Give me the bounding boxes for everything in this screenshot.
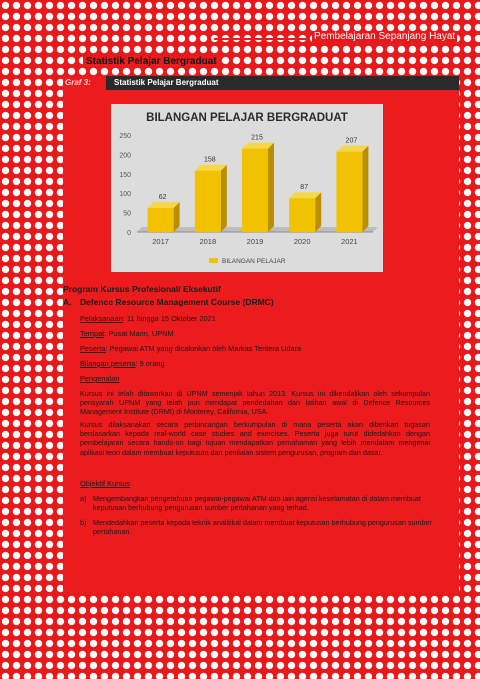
data-label: 215 <box>251 134 263 142</box>
y-tick-label: 100 <box>119 191 131 199</box>
objective-text: Mengembangkan pengetahuan pegawai-pegawai ATM dan lain agensi keselamatan di dalam membuat keputusan berhubung pengurusan sumber pertahanan yang terhad. <box>93 494 421 513</box>
objective-item <box>80 518 432 536</box>
program-heading: Program Kursus Profesional/ Eksekutif <box>63 284 221 294</box>
bar <box>242 149 268 232</box>
field-bilangan-peserta <box>80 359 165 368</box>
course-title: Defence Resource Management Course (DRMC) <box>80 297 274 307</box>
x-tick-label: 2021 <box>341 237 358 246</box>
chart-container <box>111 104 383 272</box>
y-tick-label: 0 <box>127 230 131 237</box>
y-tick-label: 50 <box>123 210 131 218</box>
objective-text: Mendedahkan peserta kepada teknik analitikal dalam membuat keputusan berhubung pengurusan sumber pertahanan. <box>93 518 432 537</box>
bar <box>336 152 362 232</box>
field-label: Tempat <box>80 329 105 338</box>
section-title: Statistik Pelajar Bergraduat <box>83 56 220 67</box>
y-tick-label: 250 <box>119 133 131 140</box>
bar <box>289 198 315 232</box>
intro-heading: Pengenalan <box>80 374 120 383</box>
field-label: Bilangan peserta <box>80 359 136 368</box>
field-value: : 11 hingga 15 Oktober 2021 <box>122 314 216 323</box>
header-rule <box>214 38 306 40</box>
bar-chart <box>111 104 383 272</box>
bar-side <box>362 146 368 232</box>
data-label: 207 <box>345 137 358 145</box>
legend-label: BILANGAN PELAJAR <box>222 258 286 265</box>
x-tick-label: 2017 <box>152 237 169 246</box>
intro-paragraph-2: Kursus dilaksanakan secara perbincangan berkumpulan di mana peserta akan diberikan tugasan berdasarkan kepada real-world case studies and exercises. Peserta juga turut didedahkan dengan pembelajaran secara hands-on bagi tujuan mendapatkan pemahaman yang lebih mendalam mengenai aplikasi teori dalam membuat keputusan dan penilaian sistem pengurusan, program dan dasar. <box>80 420 430 457</box>
x-tick-label: 2018 <box>199 237 217 246</box>
field-tempat <box>80 329 174 338</box>
objectives-heading: Objektif Kursus <box>80 479 131 488</box>
field-label: Peserta <box>80 344 106 353</box>
bar <box>195 171 221 232</box>
bar-side <box>315 192 321 232</box>
course-letter: A. <box>63 297 72 307</box>
y-tick-label: 200 <box>119 152 131 160</box>
x-tick-label: 2020 <box>293 237 311 246</box>
bar-side <box>221 165 227 232</box>
field-value: : Pegawai ATM yang dicalonkan oleh Markas Tentera Udara <box>105 344 302 353</box>
data-label: 62 <box>158 193 167 201</box>
legend-swatch <box>209 258 218 263</box>
field-value: : Pusat Marin, UPNM <box>104 329 174 338</box>
objective-item <box>80 494 432 512</box>
data-label: 158 <box>203 156 216 164</box>
y-tick-label: 150 <box>119 171 131 179</box>
course-title-line <box>63 297 274 307</box>
bar-side <box>268 143 274 232</box>
running-header: Pembelajaran Sepanjang Hayat <box>314 31 456 42</box>
bar <box>148 208 174 232</box>
field-value: : 9 orang <box>135 359 165 368</box>
figure-title: Statistik Pelajar Bergraduat <box>106 76 459 90</box>
chart-title: BILANGAN PELAJAR BERGRADUAT <box>146 112 348 124</box>
objective-marker: b) <box>80 518 87 527</box>
figure-label: Graf 3: <box>65 78 91 87</box>
field-label: Pelaksanaan <box>80 314 123 323</box>
field-peserta <box>80 344 301 353</box>
data-label: 87 <box>300 184 309 192</box>
field-pelaksanaan <box>80 314 216 323</box>
x-tick-label: 2019 <box>246 237 264 246</box>
objective-marker: a) <box>80 494 87 503</box>
intro-paragraph-1: Kursus ini telah ditawarkan di UPNM semenjak tahun 2013. Kursus ini dikendalikan oleh sekumpulan pensyarah UPNM yang telah pun mendapat pendedahan dan latihan awal di Defence Resources Management Institute (DRMI) di Monterey, California, USA. <box>80 389 430 417</box>
